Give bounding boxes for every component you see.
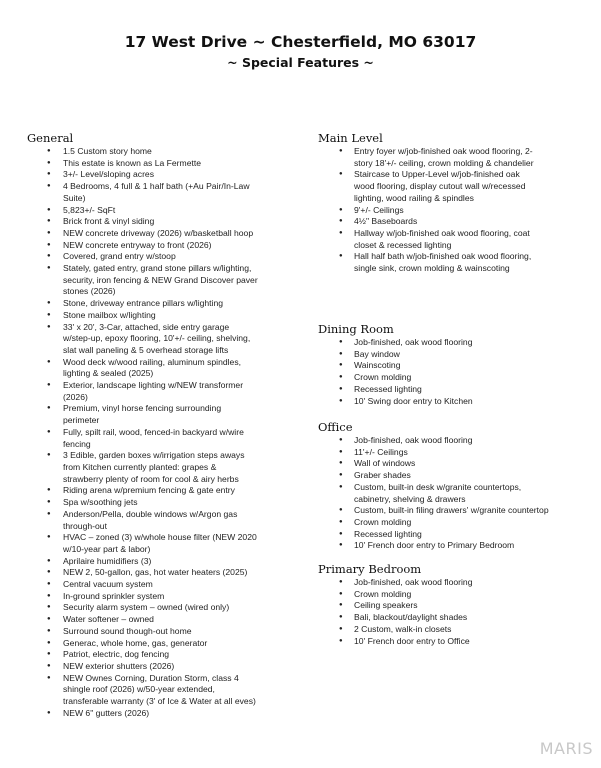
- list-item-text: wood flooring, display cutout wall w/recessed: [354, 181, 526, 192]
- list-item-text: ● 10' French door entry to Office: [354, 635, 470, 646]
- list-item: [27, 251, 258, 263]
- general-list: [27, 146, 258, 719]
- list-item: [318, 251, 534, 274]
- section-heading-main-level: Main Level: [318, 131, 383, 145]
- list-item-text: w/10-year part & labor): [63, 543, 151, 554]
- list-item: [27, 638, 258, 650]
- list-item-text: ● Aprilaire humidifiers (3): [63, 555, 152, 566]
- list-item-text: single sink, crown molding & wainscoting: [354, 263, 510, 274]
- list-item-text: ● Ceiling speakers: [354, 600, 418, 611]
- office-list: [318, 435, 549, 552]
- list-item-text: Suite): [63, 192, 86, 203]
- section-general: [27, 131, 258, 719]
- list-item: [318, 470, 549, 482]
- list-item-text: ● NEW exterior shutters (2026): [63, 660, 175, 671]
- list-item: [27, 263, 258, 298]
- list-item: [27, 497, 258, 509]
- list-item: [27, 649, 258, 661]
- list-item: [27, 169, 258, 181]
- section-heading-dining-room: Dining Room: [318, 322, 394, 336]
- list-item-text: cabinetry, shelving & drawers: [354, 493, 466, 504]
- list-item: [27, 532, 258, 555]
- list-item-text: ● Brick front & vinyl siding: [63, 216, 155, 227]
- list-item: [318, 447, 549, 459]
- list-item-text: ● Hallway w/job-finished oak wood flooring, coat: [354, 227, 530, 238]
- list-item-text: ● NEW 6" gutters (2026): [63, 707, 150, 718]
- dining-room-list: [318, 337, 473, 407]
- list-item-text: shingle roof (2026) w/50-year extended,: [63, 684, 215, 695]
- list-item: [27, 205, 258, 217]
- list-item: [27, 403, 258, 426]
- list-item-text: ● 10' Swing door entry to Kitchen: [354, 395, 473, 406]
- list-item: [318, 372, 473, 384]
- list-item: [27, 427, 258, 450]
- list-item: [27, 661, 258, 673]
- list-item-text: ● Generac, whole home, gas, generator: [63, 637, 208, 648]
- list-item-text: ● Crown molding: [354, 516, 412, 527]
- list-item: [318, 636, 472, 648]
- list-item: [318, 396, 473, 408]
- list-item: [27, 357, 258, 380]
- list-item: [27, 614, 258, 626]
- list-item-text: ● 5,823+/- SqFt: [63, 204, 116, 215]
- list-item: [318, 517, 549, 529]
- list-item-text: ● 11'+/- Ceilings: [354, 446, 408, 457]
- list-item-text: ● Riding arena w/premium fencing & gate entry: [63, 485, 235, 496]
- list-item-text: closet & recessed lighting: [354, 239, 452, 250]
- list-item-text: ● Central vacuum system: [63, 579, 153, 590]
- list-item-text: ● Wood deck w/wood railing, aluminum spindles,: [63, 356, 242, 367]
- list-item: [318, 540, 549, 552]
- list-item: [318, 146, 534, 169]
- list-item-text: ● 2 Custom, walk-in closets: [354, 623, 452, 634]
- list-item-text: through-out: [63, 520, 107, 531]
- list-item: [318, 624, 472, 636]
- list-item-text: ● Stately, gated entry, grand stone pillars w/lighting,: [63, 263, 252, 274]
- section-dining-room: [318, 322, 473, 407]
- list-item: [27, 380, 258, 403]
- list-item-text: ● Hall half bath w/job-finished oak wood flooring,: [354, 251, 532, 262]
- list-item: [318, 505, 549, 517]
- list-item-text: ● Custom, built-in filing drawers' w/granite countertop: [354, 505, 549, 516]
- list-item-text: ● Graber shades: [354, 470, 411, 481]
- list-item: [27, 450, 258, 485]
- list-item-text: transferable warranty (3' of Ice & Water at all eves): [63, 696, 256, 707]
- list-item-text: w/step-up, epoxy flooring, 10'+/- ceiling, shelving,: [63, 333, 251, 344]
- list-item-text: ● Recessed lighting: [354, 528, 422, 539]
- list-item-text: ● Water softener – owned: [63, 614, 154, 625]
- list-item-text: ● Crown molding: [354, 588, 412, 599]
- list-item-text: stones (2026): [63, 286, 116, 297]
- list-item: [27, 673, 258, 708]
- list-item: [27, 485, 258, 497]
- list-item-text: fencing: [63, 438, 91, 449]
- list-item-text: ● Bali, blackout/daylight shades: [354, 612, 468, 623]
- list-item: [27, 626, 258, 638]
- list-item-text: ● Stone, driveway entrance pillars w/lighting: [63, 298, 224, 309]
- list-item-text: ● Security alarm system – owned (wired only): [63, 602, 230, 613]
- list-item: [27, 146, 258, 158]
- list-item: [318, 577, 472, 589]
- list-item-text: ● 3 Edible, garden boxes w/irrigation steps aways: [63, 450, 245, 461]
- list-item: [318, 482, 549, 505]
- list-item-text: ● In-ground sprinkler system: [63, 590, 165, 601]
- list-item-text: security, iron fencing & NEW Grand Discover paver: [63, 274, 258, 285]
- list-item-text: lighting & sealed (2025): [63, 368, 154, 379]
- list-item-text: ● NEW 2, 50-gallon, gas, hot water heaters (2025): [63, 567, 248, 578]
- list-item: [318, 458, 549, 470]
- list-item-text: ● Crown molding: [354, 372, 412, 383]
- list-item-text: ● 3+/- Level/sloping acres: [63, 169, 155, 180]
- list-item: [27, 298, 258, 310]
- list-item-text: lighting, wood railing & spindles: [354, 192, 474, 203]
- list-item-text: ● NEW Ownes Corning, Duration Storm, class 4: [63, 672, 239, 683]
- list-item-text: slat wall paneling & 5 overhead storage lifts: [63, 344, 229, 355]
- list-item: [318, 205, 534, 217]
- list-item-text: ● Anderson/Pella, double windows w/Argon gas: [63, 508, 238, 519]
- list-item-text: ● Surround sound though-out home: [63, 625, 192, 636]
- list-item-text: ● Job-finished, oak wood flooring: [354, 435, 473, 445]
- list-item-text: ● Staircase to Upper-Level w/job-finished oak: [354, 169, 520, 180]
- list-item-text: ● Bay window: [354, 348, 400, 359]
- list-item: [318, 384, 473, 396]
- list-item: [318, 216, 534, 228]
- list-item: [27, 228, 258, 240]
- list-item-text: ● Exterior, landscape lighting w/NEW transformer: [63, 380, 244, 391]
- list-item-text: ● Covered, grand entry w/stoop: [63, 251, 176, 262]
- list-item-text: ● Stone mailbox w/lighting: [63, 309, 156, 320]
- list-item-text: ● Premium, vinyl horse fencing surrounding: [63, 403, 222, 414]
- list-item-text: ● 4 Bedrooms, 4 full & 1 half bath (+Au Pair/In-Law: [63, 181, 250, 192]
- list-item: [27, 216, 258, 228]
- section-primary-bedroom: [318, 562, 472, 647]
- list-item-text: ● NEW concrete driveway (2026) w/basketball hoop: [63, 227, 254, 238]
- list-item: [27, 181, 258, 204]
- section-heading-primary-bedroom: Primary Bedroom: [318, 562, 422, 576]
- list-item: [27, 556, 258, 568]
- list-item-text: ● Wainscoting: [354, 360, 401, 371]
- list-item-text: ● Spa w/soothing jets: [63, 497, 138, 508]
- list-item-text: ● NEW concrete entryway to front (2026): [63, 239, 212, 250]
- list-item-text: from Kitchen currently planted: grapes &: [63, 461, 217, 472]
- list-item-text: ● Job-finished, oak wood flooring: [354, 577, 473, 587]
- list-item: [27, 509, 258, 532]
- list-item-text: ● HVAC – zoned (3) w/whole house filter (NEW 2020: [63, 532, 257, 543]
- list-item-text: ● Wall of windows: [354, 458, 416, 469]
- document-subtitle: ~ Special Features ~: [227, 55, 374, 70]
- list-item: [318, 589, 472, 601]
- list-item: [27, 708, 258, 720]
- list-item: [27, 158, 258, 170]
- list-item-text: ● 10' French door entry to Primary Bedroom: [354, 540, 515, 551]
- list-item-text: ● 33' x 20', 3-Car, attached, side entry garage: [63, 321, 230, 332]
- list-item: [27, 240, 258, 252]
- list-item-text: ● Recessed lighting: [354, 383, 422, 394]
- list-item: [318, 612, 472, 624]
- list-item-text: ● 9'+/- Ceilings: [354, 204, 404, 215]
- list-item-text: ● Entry foyer w/job-finished oak wood flooring, 2-: [354, 146, 533, 156]
- primary-bedroom-list: [318, 577, 472, 647]
- list-item: [318, 228, 534, 251]
- list-item: [318, 600, 472, 612]
- list-item: [318, 435, 549, 447]
- document-title: 17 West Drive ~ Chesterfield, MO 63017: [124, 33, 477, 51]
- list-item: [318, 169, 534, 204]
- list-item: [27, 310, 258, 322]
- list-item: [318, 360, 473, 372]
- maris-watermark: MARIS: [539, 739, 593, 758]
- list-item-text: perimeter: [63, 415, 100, 426]
- main-level-list: [318, 146, 534, 275]
- list-item: [27, 602, 258, 614]
- list-item: [318, 349, 473, 361]
- list-item-text: ● 1.5 Custom story home: [63, 146, 152, 156]
- section-heading-general: General: [27, 131, 74, 145]
- list-item: [27, 579, 258, 591]
- section-heading-office: Office: [318, 420, 353, 434]
- list-item-text: ● 4½" Baseboards: [354, 216, 418, 227]
- list-item: [27, 567, 258, 579]
- list-item-text: story 18'+/- ceiling, crown molding & chandelier: [354, 157, 534, 168]
- list-item: [318, 337, 473, 349]
- list-item-text: ● Patriot, electric, dog fencing: [63, 649, 170, 660]
- list-item-text: (2026): [63, 391, 88, 402]
- list-item-text: ● Fully, spilt rail, wood, fenced-in backyard w/wire: [63, 426, 244, 437]
- section-main-level: [318, 131, 534, 275]
- section-office: [318, 420, 549, 552]
- list-item: [27, 591, 258, 603]
- list-item: [318, 529, 549, 541]
- list-item-text: strawberry plenty of room for cool & airy herbs: [63, 473, 239, 484]
- list-item: [27, 322, 258, 357]
- list-item-text: ● This estate is known as La Fermette: [63, 157, 202, 168]
- list-item-text: ● Custom, built-in desk w/granite countertops,: [354, 481, 522, 492]
- list-item-text: ● Job-finished, oak wood flooring: [354, 337, 473, 347]
